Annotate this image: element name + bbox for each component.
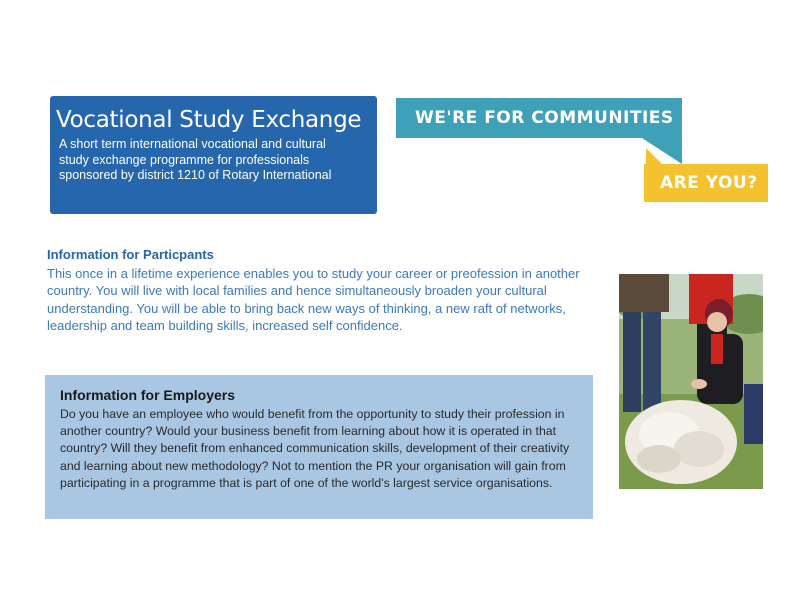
title-box xyxy=(50,96,377,214)
employers-body: Do you have an employee who would benefit from the opportunity to study their profession in another country? Would your business benefit from learning about how it is operated in that country? Will they benefit from enhanced communication skills, development of their creativity and learning about new methodology? Not to mention the PR your organisation will gain from participating in a programme that is part of one of the world's largest service organisations. xyxy=(60,407,570,490)
photo-people-with-wool-icon xyxy=(619,274,763,489)
employers-section xyxy=(45,375,593,519)
page-title: Vocational Study Exchange xyxy=(56,107,362,133)
page-subtitle: A short term international vocational and cultural study exchange programme for professionals sponsored by district 1210 of Rotary International xyxy=(59,137,332,182)
employers-heading: Information for Employers xyxy=(60,387,236,403)
banner-are-you: ARE YOU? xyxy=(644,164,768,202)
participants-heading: Information for Particpants xyxy=(47,247,214,262)
banner-communities: WE'RE FOR COMMUNITIES xyxy=(396,98,682,138)
photo-illustration xyxy=(619,274,763,489)
participants-body: This once in a lifetime experience enables you to study your career or preofession in another country. You will live with local families and hence simultaneously broaden your cultural understanding. You will be able to bring back new ways of thinking, a new raft of networks, leadership and team building skills, increased self confidence. xyxy=(47,266,580,333)
participants-section xyxy=(47,246,592,334)
